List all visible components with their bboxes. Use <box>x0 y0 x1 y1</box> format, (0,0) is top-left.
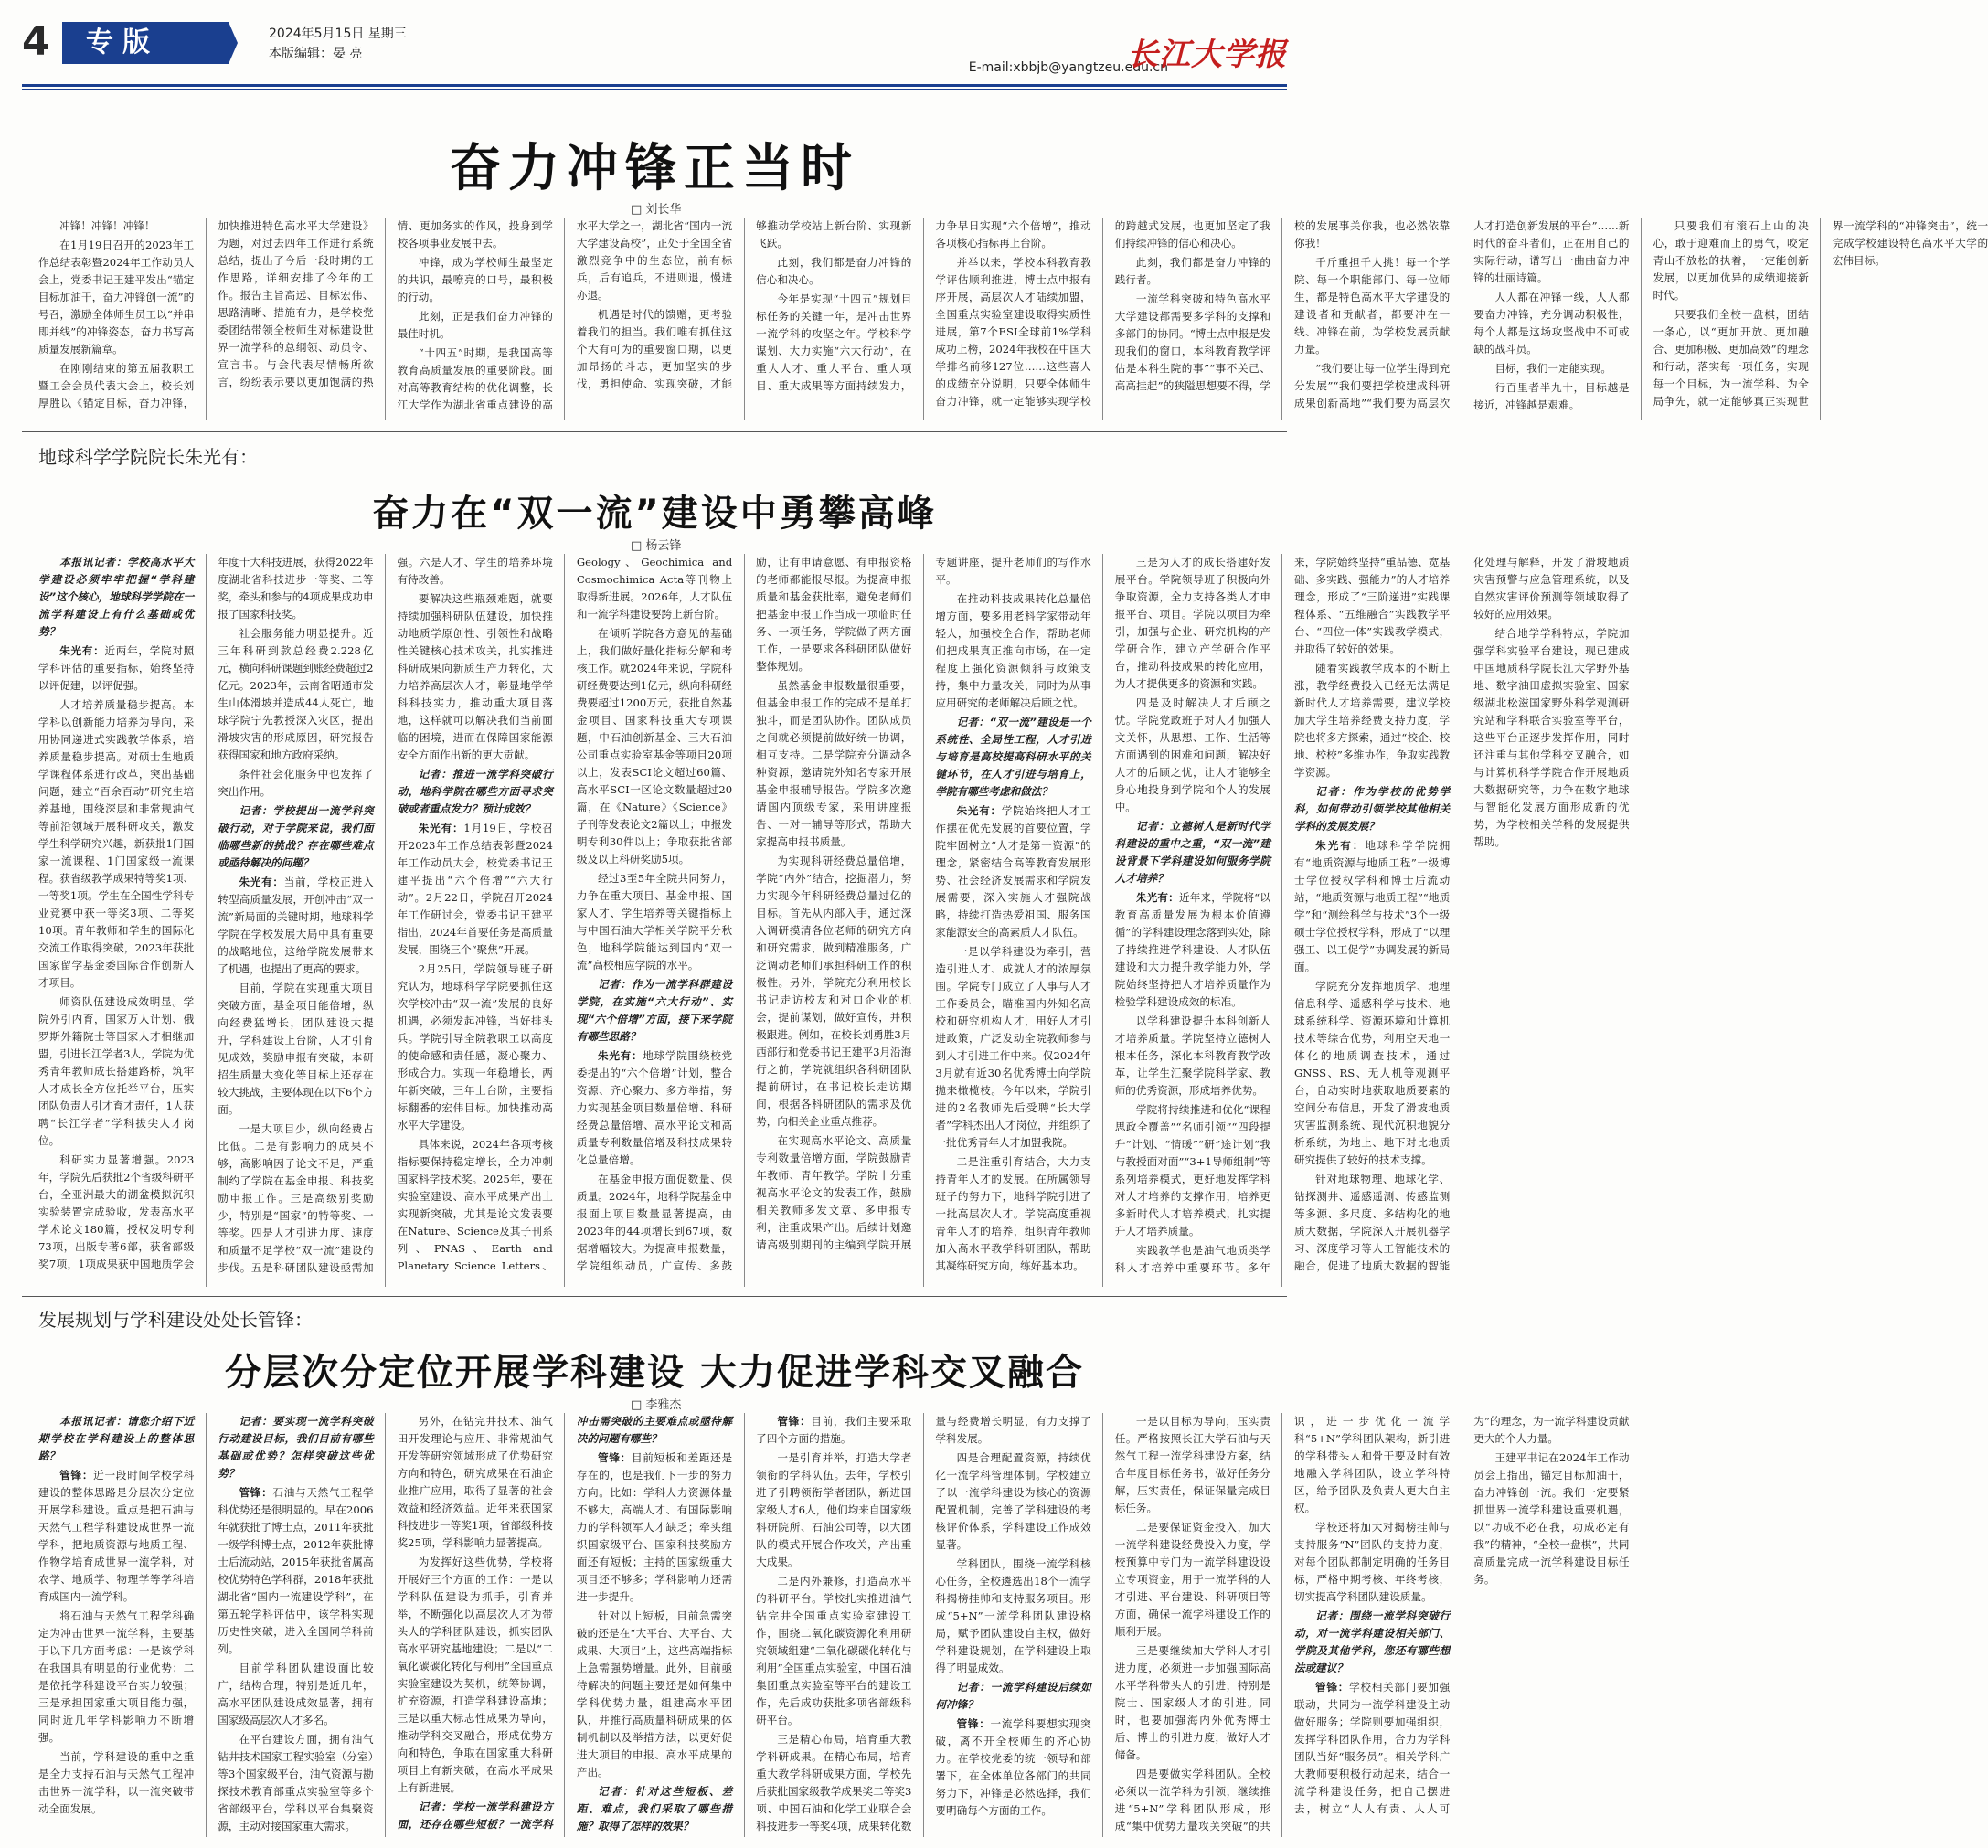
paragraph-text: 一流学科要想实现突破，离不开全校师生的齐心协力。在学校党委的统一领导和部署下，在全体单位各部门的共同努力下，冲锋是必然选择，我们要明确每个方面的工作。 <box>935 1717 1091 1817</box>
paragraph-text: 具体来说，2024年各项考核指标要保持稳定增长，全力冲刺国家科学技术奖。2025年，要在实验室建设、高水平成果产出上实现新突破，尤其是论文发表要在Nature、Science及其子刊系列、PNAS、Earth and Planetary Science Letters、Geology、Geochimica and Cosmochimica Acta等刊物上取得新进展。2026年，人才队伍和一流学科建设要跨上新台阶。 <box>397 556 733 1272</box>
paragraph-text: 王建平书记在2024年工作动员会上指出，锚定目标加油干，奋力冲锋创一流。我们一定要紧抓世界一流学科建设重要机遇，以“功成不必在我，功成必定有我”的精神，“全校一盘棋”，共同高质量完成一流学科建设目标任务。 <box>1473 1451 1630 1586</box>
article2-body <box>38 554 1630 1287</box>
paragraph-text: 结合地学学科特点，学院加强学科实验平台建设，现已建成中国地质科学院长江大学野外基地、数字油田虚拟实验室、国家级湖北松滋国家野外科学观测研究站和学科联合实验室等平台，这些平台正逐步发挥作用，同时还注重与其他学科交叉融合，如与计算机科学学院合作开展地质大数据研究等，力争在数字地球与智能化发展方面形成新的优势，为学校相关学科的发展提供帮助。 <box>1473 627 1630 848</box>
article3-body <box>38 1413 1630 1837</box>
publication-date: 2024年5月15日 星期三 <box>269 27 407 41</box>
paragraph-text: 围绕一流学科突破行动，对一流学科建设相关部门、学院及其他学科，您还有哪些想法或建议？ <box>1293 1609 1451 1674</box>
article2-paragraph <box>577 870 732 974</box>
paragraph-text: 三是为人才的成长搭建好发展平台。学院领导班子积极向外争取资源，全力支持各类人才申报平台、项目。学院以项目为牵引，加强与企业、研究机构的产学研合作，建立产学研合作平台，推动科技成果的转化应用，为人才提供更多的资源和实践。 <box>1114 556 1270 690</box>
article1-paragraph: 此刻，正是我们奋力冲锋的最佳时机。 <box>397 310 553 340</box>
speaker-label: 本报讯 <box>59 556 94 568</box>
speaker-label: 管锋： <box>777 1415 812 1428</box>
speaker-label: 管锋： <box>956 1717 991 1730</box>
page-editor: 本版编辑：晏 亮 <box>269 47 363 61</box>
article2-paragraph <box>577 1047 732 1169</box>
article2-paragraph <box>577 625 732 868</box>
article3-byline: □ 李雅杰 <box>631 1395 681 1412</box>
paragraph-text: 作为学校的优势学科，如何带动引领学校其他相关学科的发展发展？ <box>1293 785 1451 833</box>
speaker-label: 记者： <box>239 1415 273 1428</box>
article2-paragraph <box>218 874 373 978</box>
article3-paragraph <box>38 1413 194 1465</box>
speaker-label: 朱光有： <box>956 804 1002 817</box>
article3-paragraph <box>218 1484 373 1658</box>
article2-paragraph <box>1294 837 1450 976</box>
article2-paragraph <box>1115 1013 1270 1099</box>
page-number: 4 <box>22 18 50 65</box>
paragraph-text: 经过3至5年全院共同努力，力争在重大项目、基金申报、国家人才、学生培养等关键指标上与中国石油大学相关学院平分秋色，地科学院能达到国内“双一流”高校相应学院的水平。 <box>576 872 733 972</box>
paragraph-text: 学校相关部门要加强联动，共同为一流学科建设主动做好服务；学院则要加强组织，发挥学科团队作用，合力为学科团队当好“服务员”。相关学科广大教师要积极行动起来，结合一流学科建设任务，把自己摆进去，树立“人人有责、人人可为”的理念，为一流学科建设贡献更大的个人力量。 <box>1293 1415 1630 1815</box>
speaker-label: 记者： <box>598 978 632 991</box>
article3-paragraph <box>756 1450 911 1571</box>
article1-paragraph: 人人都在冲锋一线，人人都要奋力冲锋，充分调动积极性，每个人都是这场攻坚战中不可或缺的战斗员。 <box>1473 291 1630 356</box>
paragraph-text: 一是以学科建设为牵引，营造引进人才、成就人才的浓厚氛围。学院专门成立了人事与人才工作委员会，瞄准国内外知名高校和研究机构人才，用好人才引进政策，广泛发动全院教师参与到人才引进工作中来。仅2024年3月就有近30名优秀博士向学院抛来橄榄枝。今年以来，学院引进的2名教师先后受聘“长大学者”学科杰出人才岗位，并组织了一批优秀青年人才加盟我院。 <box>935 945 1091 1149</box>
paragraph-text: 学科团队，围绕一流学科核心任务，全校遴选出18个一流学科揭榜挂帅和支持服务项目。形成“5+N”一流学科团队建设格局，赋予团队建设自主权，做好学科建设规划，在学科建设上取得了明显成效。 <box>935 1557 1091 1674</box>
speaker-label: 朱光有： <box>1135 891 1179 904</box>
article1-paragraph: 此刻，我们都是奋力冲锋的信心和决心。 <box>756 256 912 286</box>
paragraph-text: 二是注重引育结合，大力支持青年人才的发展。在所属领导班子的努力下，地科学院引进了一批高层次人才。学院高度重视青年人才的培养，组织青年教师加入高水平教学科研团队，帮助其凝练研究方向，练好基本功。 <box>935 1155 1091 1272</box>
paragraph-text: 人才培养质量稳步提高。本学科以创新能力培养为导向，采用协同递进式实践教学体系，培养质量稳步提高。对硕士生地质学课程体系进行改革，突出基础问题，建立“百余百动”研究生培养基地，围绕深层和非常规油气等前沿领域开展科研攻关，激发学生科学研究兴趣，新获批1门国家一流课程、1门国家级一流课程。获省级教学成果特等奖1项、一等奖1项。学生在全国性学科专业竞赛中获一等奖3项、二等奖10项。青年教师和学生的国际化交流工作取得突破，2023年获批国家留学基金委国际合作创新人才项目。 <box>38 698 195 989</box>
paragraph-text: 目前短板和差距还是存在的，也是我们下一步的努力方向。比如：学科人力资源体量不够大，高端人才、有国际影响力的学科领军人才缺乏；牵头组织国家级平台、国家科技奖励方面还有短板；主持的国家级重大项目还不够多；学科影响力还需进一步提升。 <box>576 1451 733 1603</box>
speaker-label: 朱光有： <box>59 644 105 657</box>
article1-paragraph: “我们要让每一位学生得到充分发展”“我们要把学校建成科研成果创新高地”“我们要为高层次人才打造创新发展的平台”……新时代的奋斗者们，正在用自己的实际行动，谱写出一曲曲奋力冲锋的壮丽诗篇。 <box>1293 219 1630 409</box>
article1-byline: □ 刘长华 <box>631 199 681 217</box>
article3-paragraph <box>1115 1519 1270 1641</box>
paragraph-text: 针对这些短板、差距、难点，我们采取了哪些措施？取得了怎样的效果？ <box>576 1785 733 1832</box>
article2-paragraph <box>1115 818 1270 887</box>
article3-paragraph <box>218 1731 373 1835</box>
paragraph-text: 当前，学校正进入转型高质量发展，开创冲击“双一流”新局面的关键时期，地球科学学院在学校发展大局中具有重要的战略地位，这给学院发展带来了机遇，也提出了更高的要求。 <box>218 876 374 975</box>
article3-paragraph <box>756 1413 911 1448</box>
paragraph-text: 一是大项目少，纵向经费占比低。二是有影响力的成果不够，高影响因子论文不足，严重制约了学院在基金申报、科技奖励申报工作。三是高级别奖励少，特别是“国家”的特等奖、一等奖。四是人才引进力度、速度和质量不足学校“双一流”建设的步伐。五是科研团队建设亟需加强。六是人才、学生的培养环境有待改善。 <box>218 556 553 1274</box>
article1-paragraph: 只要我们全校一盘棋，团结一条心，以“更加开放、更加融合、更加积极、更加高效”的理念和行动，落实每一项任务，实现每一个目标，为一流学科、为全局争先，就一定能够真正实现世界一流学科的“冲锋突击”，统一完成学校建设特色高水平大学的宏伟目标。 <box>1653 219 1988 408</box>
paragraph-text: 在基金申报方面促数量、保质量。2024年，地科学院基金申报面上项目数量显著提高，由2023年的44项增长到67项，数据增幅较大。为提高申报数量，学院组织动员，广宣传、多鼓励，让有申请意愿、有申报资格的老师都能报尽报。为提高申报质量和基金获批率，避免老师们把基金申报工作当成一项临时任务、一项任务，学院做了两方面工作，一是要求各科研团队做好整体规划。 <box>576 556 912 1272</box>
article1-paragraph: 目标，我们一定能实现。 <box>1494 362 1611 375</box>
masthead-rule-thin <box>22 89 1287 90</box>
paragraph-text: 作为一流学科群建设学院，在实施“六大行动”、实现“六个倍增”方面，接下来学院有哪些思路？ <box>576 978 733 1043</box>
article1-paragraph: 此刻，我们都是奋力冲锋的践行者。 <box>1114 256 1270 286</box>
paragraph-text: 近一段时间学校学科建设的整体思路是分层次分定位开展学科建设。重点是把石油与天然气工程学科建设成世界一流学科，把地质资源与地质工程、作物学培育成世界一流学科，对农学、地质学、物理学等学科培育成国内一流学科。 <box>38 1469 195 1603</box>
paragraph-text: 1月19日，学校召开2023年工作总结表彰暨2024年工作动员大会，校党委书记王建平提出“六个倍增”“六大行动”。2月22日，学院召开2024年工作研讨会，党委书记王建平指出，2024年首要任务是高质量发展，围绕三个“聚焦”开展。 <box>397 822 553 956</box>
article3-paragraph <box>38 1467 194 1606</box>
article3-paragraph <box>935 1556 1090 1677</box>
speaker-label: 记者： <box>1135 820 1170 833</box>
article3-paragraph <box>577 1450 732 1606</box>
speaker-label: 记者： <box>418 1800 452 1813</box>
article2-paragraph <box>218 766 373 801</box>
paragraph-text: 近年来，学院将“以教育高质量发展为根本价值遵循”的学科建设理念落到实处，除了持续推进学科建设、人才队伍建设和大力提升教学能力外，学院始终坚持把人才培养质量作为检验学科建设成效的标准。 <box>1114 891 1270 1008</box>
article2-paragraph <box>398 961 553 1134</box>
article2-paragraph <box>577 976 732 1046</box>
article1-paragraph: 千斤重担千人挑！每一个学院、每一个职能部门、每一位师生，都是特色高水平大学建设的建设者和贡献者，都要冲在一线、冲锋在前，为学校发展贡献力量。 <box>1293 256 1451 356</box>
masthead-rule <box>22 84 1287 87</box>
article1-paragraph: 并举以来，学校本科教育教学评估顺利推进，博士点申报有序开展，高层次人才陆续加盟，全国重点实验室建设取得实质性进展，第7个ESI全球前1%学科成功上榜，2024年我校在中国大学排名前移127位……这些喜人的成绩充分说明，只要全体师生奋力冲锋，就一定能够实现学校的跨越式发展，也更加坚定了我们持续冲锋的信心和决心。 <box>935 219 1270 408</box>
paragraph-text: 四是及时解决人才后顾之忧。学院党政班子对人才加强人文关怀，从思想、工作、生活等方面遇到的困难和问题，解决好人才的后顾之忧，让人才能够全身心地投身到学院和个人的发展中。 <box>1114 696 1270 813</box>
speaker-label: 记者： <box>956 716 990 728</box>
paragraph-text: “双一流”建设是一个系统性、全局性工程，人才引进与培育是高校提高科研水平的关键环节，在人才引进与培育上，学院有哪些考虑和做法？ <box>935 716 1091 798</box>
article2-paragraph <box>1115 695 1270 816</box>
article1-title: 奋力冲锋正当时 <box>450 139 859 198</box>
article2-paragraph <box>1115 889 1270 1011</box>
article3-paragraph <box>577 1783 732 1835</box>
article3-paragraph <box>577 1608 732 1781</box>
article3-paragraph <box>218 1660 373 1729</box>
speaker-label: 记者： <box>1315 1609 1350 1622</box>
article2-paragraph <box>1294 660 1450 781</box>
article2-paragraph <box>756 853 911 1131</box>
article2-paragraph <box>1115 1101 1270 1240</box>
article2-paragraph <box>38 993 194 1150</box>
paragraph-text: 科研实力显著增强。2023年，学院先后获批2个省级科研平台，全亚洲最大的湖盆模拟沉积实验装置完成验收，发表高水平学术论文180篇，授权发明专利73项，出版专著6部，获省部级奖7项，1项成果获中国地质学会年度十大科技进展，获得2022年度湖北省科技进步一等奖、二等奖，牵头和参与的4项成果成功申报了国家科技奖。 <box>38 556 374 1270</box>
paragraph-text: 一是以目标为导向，压实责任。严格按照长江大学石油与天然气工程一流学科建设方案，结合年度目标任务书，做好任务分解，压实责任，保证保量完成目标任务。 <box>1114 1415 1270 1514</box>
speaker-label: 朱光有： <box>418 822 464 834</box>
article1-paragraph: “十四五”时期，是我国高等教育高质量发展的重要阶段。面对高等教育结构的优化调整，长江大学作为湖北省重点建设的高水平大学之一，湖北省“国内一流大学建设高校”，正处于全国全省激烈竞争中的生态位，前有标兵，后有追兵，不进则退，慢进亦退。 <box>397 219 733 411</box>
article3-paragraph <box>1115 1413 1270 1517</box>
paragraph-text: 在推动科技成果转化总量倍增方面，要多用老科学家带动年轻人，加强校企合作，帮助老师们把成果真正推向市场，在一定程度上强化资源倾斜与政策支持，集中力量攻关，同时为从事应用研究的老师解决后顾之忧。 <box>935 592 1091 709</box>
article1-paragraph: 机遇是时代的馈赠，更考验着我们的担当。我们唯有抓住这个大有可为的重要窗口期，以更加昂扬的斗志，更加坚实的步伐，勇担使命、实现突破，才能够推动学校站上新台阶、实现新飞跃。 <box>576 219 912 390</box>
paragraph-text: 以学科建设提升本科创新人才培养质量。学院坚持立德树人根本任务，深化本科教育教学改革，让学生汇聚学院科学家、教师的优秀资源，形成培养优势。 <box>1114 1014 1270 1097</box>
article3-paragraph <box>935 1450 1090 1554</box>
article3-paragraph <box>1294 1519 1450 1606</box>
article2-paragraph <box>1294 783 1450 835</box>
paragraph-text: 目前学科团队建设面比较广，结构合理，特别是近几年，高水平团队建设成效显著，拥有国家级高层次人才多名。 <box>218 1662 374 1726</box>
section-divider <box>22 1296 1287 1297</box>
article1-body <box>38 218 1988 420</box>
paragraph-text: 为发挥好这些优势，学校将开展好三个方面的工作：一是以学科队伍建设为抓手，引育并举，不断强化以高层次人才为带头人的学科团队建设，抓实团队高水平研究基地建设；二是以“二氧化碳碳化转化与利用”全国重点实验室建设为契机，统筹协调，扩充资源，打造学科建设高地；三是以重大标志性成果为导向，推动学科交叉融合，形成优势方向和特色，争取在国家重大科研项目上有新突破，在高水平成果上有新进展。 <box>397 1556 553 1794</box>
article3-paragraph <box>1473 1450 1629 1588</box>
paragraph-text: 学院将持续推进和优化“课程思政全覆盖”“名师引领”“四段提升”计划、“情暖”“研”途计划“我与教授面对面”“3+1导师组制”等系列培养模式，更好地发挥学科对人才培养的支撑作用，培养更多新时代人才培养模式，扎实提升人才培养质量。 <box>1114 1103 1270 1237</box>
article3-paragraph <box>38 1608 194 1747</box>
article3-paragraph <box>935 1715 1090 1820</box>
article2-paragraph <box>1294 978 1450 1169</box>
paragraph-text: 要实现一流学科突破行动建设目标，我们目前有哪些基础或优势？怎样突破这些优势？ <box>218 1415 374 1480</box>
paragraph-text: 将石油与天然气工程学科确定为冲击世界一流学科，主要基于以下几方面考虑：一是该学科在我国具有明显的行业优势；二是依托学科建设平台实力较强；三是承担国家重大项目能力强，同时近几年学科影响力不断增强。 <box>38 1609 195 1744</box>
section-divider <box>22 431 1287 432</box>
paragraph-text: 当前，学科建设的重中之重是全力支持石油与天然气工程冲击世界一流学科，以一流突破带动全面发展。 <box>38 1750 195 1815</box>
article2-paragraph <box>398 820 553 959</box>
speaker-label: 记者： <box>418 768 452 781</box>
masthead <box>22 13 1287 82</box>
paragraph-text: 要解决这些瓶颈难题，就要持续加强科研队伍建设，加快推动地质学原创性、引领性和战略性关键核心技术攻关，扎实推进科研成果向新质生产力转化，大力培养高层次人才，彰显地学学科科技实力，推动重大项目落地，这样就可以解决我们当前面临的困境，进而在保障国家能源安全方面作出新的更大贡献。 <box>397 592 553 761</box>
paragraph-text: 推进一流学科突破行动，地科学院在哪些方面寻求突破或者重点发力？预计成效？ <box>397 768 553 815</box>
paragraph-text: 实践教学也是油气地质类学科人才培养中重要环节。多年来，学院始终坚持“重品德、宽基础、多实践、强能力”的人才培养理念，形成了“三阶递进”实践课程体系、“五维融合”实践教学平台、“四位一体”实践教学模式，并取得了较好的效果。 <box>1114 556 1451 1274</box>
article3-paragraph <box>398 1554 553 1797</box>
article1-paragraph: 今年是实现“十四五”规划目标任务的关键一年，是冲击世界一流学科的攻坚之年。学校科学谋划、大力实施“六大行动”，在重大人才、重大平台、重大项目、重大成果等方面持续发力，力争早日实现“六个倍增”，推动各项核心指标再上台阶。 <box>756 219 1091 392</box>
article2-paragraph <box>935 1153 1090 1275</box>
speaker-label: 管锋： <box>1315 1681 1350 1694</box>
article2-byline: □ 杨云锋 <box>631 536 681 553</box>
paragraph-text: 近两年，学院对照学科评估的重要指标，始终坚持以评促建，以评促强。 <box>38 644 195 692</box>
paragraph-text: 虽然基金申报数量很重要，但基金申报工作的完成不是单打独斗，而是团队协作。团队成员之间就必须提前做好统一协调，相互支持。二是学院充分调动各种资源，邀请院外知名专家开展基金申报辅导报告。学院多次邀请国内顶级专家，采用讲座报告、一对一辅导等形式，帮助大家提高申报书质量。 <box>756 679 912 848</box>
article2-paragraph <box>218 980 373 1119</box>
article3-paragraph <box>1115 1642 1270 1764</box>
speaker-label: 记者： <box>598 1785 635 1798</box>
paragraph-text: 学院充分发挥地质学、地理信息科学、遥感科学与技术、地球系统科学、资源环境和计算机技术等综合优势，利用空天地一体化的地质调查技术，通过GNSS、RS、无人机等观测平台，自动实时地获取地质要素的空间分布信息，开发了滑坡地质灾害监测系统、现代沉积地貌分析系统，为地上、地下对比地质研究提供了较好的技术支撑。 <box>1293 980 1451 1166</box>
article3-title: 分层次分定位开展学科建设 大力促进学科交叉融合 <box>225 1352 1084 1394</box>
article2-paragraph <box>398 590 553 764</box>
newspaper-logo: 长江大学报 <box>1127 37 1287 73</box>
paragraph-text: 另外，在钻完井技术、油气田开发理论与应用、非常规油气开发等研究领域形成了优势研究方向和特色，研究成果在石油企业推广应用，取得了显著的社会效益和经济效益。近年来获国家科技进步一等奖1项，省部级科技奖25项，学科影响力显著提高。 <box>397 1415 553 1549</box>
article2-title: 奋力在“双一流”建设中勇攀高峰 <box>372 493 937 535</box>
article2-paragraph <box>935 943 1090 1152</box>
speaker-label: 管锋： <box>598 1451 632 1464</box>
paragraph-text: 在平台建设方面，拥有油气钻井技术国家工程实验室（分室）等3个国家级平台，油气资源与勘探技术教育部重点实验室等多个省部级平台，学科以平台集聚资源，主动对接国家重大需求。 <box>218 1733 374 1832</box>
paragraph-text: 三是要继续加大学科人才引进力度，必须进一步加强国际高水平学科带头人的引进，特别是院士、国家级人才的引进。同时，也要加强海内外优秀博士后、博士的引进力度，做好人才储备。 <box>1114 1644 1270 1761</box>
paragraph-text: 四是要做实学科团队。全校必须以一流学科为引领，继续推进“5+N”学科团队形成，形成“集中优势力量攻关突破”的共识，进一步优化一流学科“5+N”学科团队架构，新引进的学科带头人和骨干要及时有效地融入学科团队，设立学科特区，给予团队及负责人更大自主权。 <box>1114 1415 1451 1832</box>
paragraph-text: 为实现科研经费总量倍增，学院“内外”结合，挖掘潜力，努力实现今年科研经费总量过亿的目标。首先从内部入手，通过深入调研摸清各位老师的研究方向和研究需求，做到精准服务，广泛调动老师们承担科研工作的积极性。另外，学院充分利用校长书记走访校友和对口企业的机会，提前谋划，做好宣传，并积极跟进。例如，在校长刘勇胜3月西部行和党委书记王建平3月沿海行之前，学院就组织各科研团队提前研讨，在书记校长走访期间，根据各科研团队的需求及优势，向相关企业重点推荐。 <box>756 855 912 1128</box>
article3-paragraph <box>935 1679 1090 1714</box>
paragraph-text: 师资队伍建设成效明显。学院外引内育，国家万人计划、俄罗斯外籍院士等国家人才相继加盟，引进长江学者3人，学院为优秀青年教师成长搭建路桥，筑牢人才成长全方位托举平台，压实团队负责人引才育才责任，1人获聘“长江学者”学科拔尖人才岗位。 <box>38 995 195 1147</box>
paragraph-text: 条件社会化服务中也发挥了突出作用。 <box>218 768 374 798</box>
paragraph-text: 立德树人是新时代学科建设的重中之重，“双一流”建设背景下学科建设如何服务学院人才培养？ <box>1114 820 1270 885</box>
article3-paragraph <box>218 1413 373 1482</box>
paragraph-text: 一流学科建设后续如何冲锋？ <box>935 1681 1091 1711</box>
contact-email: E-mail:xbbjb@yangtzeu.edu.cn <box>968 60 1168 75</box>
speaker-label: 记者： <box>239 804 273 817</box>
paragraph-text: 随着实践教学成本的不断上涨，教学经费投入已经无法满足新时代人才培养需要，建议学校加大学生培养经费支持力度，学院也将多方探索，通过“校企、校地、校校”多维协作，争取实践教学资源。 <box>1293 662 1451 779</box>
article1-paragraph: 在1月19日召开的2023年工作总结表彰暨2024年工作动员大会上，党委书记王建平发出“锚定目标加油干，奋力冲锋创一流”的号召，激励全体师生员工以“并串即并线”的冲锋姿态，奋力书写高质量发展新篇章。 <box>38 239 195 356</box>
paragraph-text: 目前，我们主要采取了四个方面的措施。 <box>756 1415 912 1445</box>
speaker-label: 管锋： <box>59 1469 94 1482</box>
paragraph-text: 2月25日，学院领导班子研究认为，地球科学学院要抓住这次学校冲击“双一流”发展的良好机遇，必须发起冲锋，当好排头兵。学院引导全院教职工以高度的使命感和责任感，凝心聚力、形成合力。实现一年稳增长，两年新突破，三年上台阶，主要指标翻番的宏伟目标。加快推动高水平大学建设。 <box>397 962 553 1131</box>
article2-paragraph <box>1473 625 1629 851</box>
paragraph-text: 记者：请您介绍下近期学校在学科建设上的整体思路？ <box>38 1415 195 1462</box>
paragraph-text: 地球科学学院拥有“地质资源与地质工程”一级博士学位授权学科和博士后流动站，“地质资源与地质工程”“地质学”和“测绘科学与技术”3个一级硕士学位授权学科，形成了“以理强工、以工促学”协调发展的新局面。 <box>1293 839 1451 973</box>
article1-paragraph: 行百里者半九十，目标越是接近，冲锋越是艰难。 <box>1473 381 1630 411</box>
paragraph-text: 石油与天然气工程学科优势还是很明显的。早在2006年就获批了博士点，2011年获批一级学科博士点，2012年获批博士后流动站，2015年获批省属高校优势特色学科群，2018年获批湖北省“国内一流建设学科”，在第五轮学科评估中，该学科实现历史性突破，进入全国同学科前列。 <box>218 1486 374 1655</box>
article1-paragraph: 冲锋！冲锋！冲锋！ <box>59 219 155 232</box>
article3-paragraph <box>756 1573 911 1729</box>
speaker-label: 朱光有： <box>1315 839 1366 852</box>
paragraph-text: 学校提出一流学科突破行动，对于学院来说，我们面临哪些新的挑战？存在哪些难点或亟待解决的问题？ <box>218 804 374 869</box>
paragraph-text: 一是引育并举，打造大学者领衔的学科队伍。去年，学校引进了引聘领衔学者团队，新进国家级人才6人，他们均来自国家级科研院所、石油公司等，以大团队的模式开展合作攻关，产出重大成果。 <box>756 1451 912 1568</box>
article2-paragraph <box>38 643 194 695</box>
article2-paragraph <box>756 677 911 851</box>
article2-paragraph <box>398 766 553 818</box>
article2-paragraph <box>38 554 194 641</box>
paragraph-text: 二是内外兼修，打造高水平的科研平台。学校扎实推进油气钻完井全国重点实验室建设工作，围绕二氧化碳资源化利用研究领域组建“二氧化碳碳化转化与利用”全国重点实验室，中国石油集团重点实验室等平台的建设工作，先后成功获批多项省部级科研平台。 <box>756 1575 912 1726</box>
article2-paragraph <box>935 802 1090 941</box>
paragraph-text: 目前，学院在实现重大项目突破方面，基金项目能倍增，纵向经费猛增长，团队建设大提升，学科建设上台阶，人才引育见成效，奖励申报有突破，本研招生质量大变化等目标上还存在较大挑战，主要体现在以下6个方面。 <box>218 982 374 1116</box>
paragraph-text: 在倾听学院各方意见的基础上，我们做好量化指标分解和考核工作。就2024年来说，学院科研经费要达到1亿元，纵向科研经费要超过1200万元，获批自然基金项目、国家科技重大专项课题，中石油创新基金、三大石油公司重点实验室基金等项目20项以上，发表SCI论文超过60篇、高水平SCI一区论文数量超过20篇，在《Nature》《Science》子刊等发表论文2篇以上；申报发明专利30件以上；争取获批省部级及以上科研奖励5项。 <box>576 627 733 866</box>
article3-paragraph <box>1294 1608 1450 1677</box>
article3-paragraph <box>38 1748 194 1818</box>
paragraph-text: 地球学院围绕校党委提出的“六个倍增”计划，整合资源、齐心聚力、多方举措，努力实现基金项目数量倍增、科研经费总量倍增、高水平论文和高质量专利数量倍增及科技成果转化总量倍增。 <box>576 1049 733 1166</box>
section-label: 专版 <box>62 22 229 64</box>
article1-paragraph: 只要我们有滚石上山的决心，敢于迎难而上的勇气，咬定青山不放松的执着，一定能创新发展，以更加优异的成绩迎接新时代。 <box>1653 219 1809 302</box>
article2-kicker: 地球科学学院院长朱光有： <box>38 446 258 468</box>
paragraph-text: 学校还将加大对揭榜挂帅与支持服务“N”团队的支持力度，对每个团队都制定明确的任务目标，严格中期考核、年终考核，切实提高学科团队建设质量。 <box>1293 1521 1451 1603</box>
article2-paragraph <box>935 714 1090 801</box>
article1-paragraph: 冲锋，成为学校师生最坚定的共识，最嘹亮的口号，最积极的行动。 <box>397 256 553 303</box>
paragraph-text: 二是要保证资金投入，加大一流学科建设经费投入力度，学校预算中专门为一流学科建设设立专项资金，用于一流学科的人才引进、平台建设、科研项目等方面，确保一流学科建设工作的顺利开展。 <box>1114 1521 1270 1638</box>
article1-paragraph: 一流学科突破和特色高水平大学建设都需要多学科的支撑和多部门的协同。“博士点申报是发现我们的窗口，本科教育教学评估是本科生院的事”“事不关己、高高挂起”的狭隘思想要不得，学校的发展事关你我，也必然依靠你我！ <box>1114 219 1451 392</box>
paragraph-text: 记者：学校高水平大学建设必须牢牢把握“学科建设”这个核心，地球科学学院在一流学科建设上有什么基础或优势？ <box>38 556 195 638</box>
speaker-label: 记者： <box>956 1681 991 1694</box>
paragraph-text: 三是精心布局，培育重大教学科研成果。在精心布局，培育重大教学科研成果方面，学校先后获批国家级教学成果奖二等奖3项、中国石油和化学工业联合会科技进步一等奖4项，成果转化数量与经费增长明显，有力支撑了学科发展。 <box>756 1415 1091 1832</box>
article3-paragraph <box>398 1413 553 1552</box>
paragraph-text: 学院始终把人才工作摆在优先发展的首要位置，学院牢固树立“人才是第一资源”的理念，紧密结合高等教育发展形势、社会经济发展需求和学院发展需要，深入实施人才强院战略，持续打造热爱祖国、服务国家能源安全的高素质人才队伍。 <box>935 804 1091 939</box>
paragraph-text: 学校一流学科建设方面，还存在哪些短板？一流学科冲击需突破的主要难点或亟待解决的问题有哪些？ <box>397 1415 733 1831</box>
speaker-label: 朱光有： <box>239 876 284 888</box>
paragraph-text: 针对地球物理、地球化学、钻探测井、遥感遥测、传感监测等多源、多尺度、多结构化的地质大数据，学院深入开展机器学习、深度学习等人工智能技术的融合，促进了地质大数据的智能化处理与解释，开发了滑坡地质灾害预警与应急管理系统，以及自然灾害评价预测等领域取得了较好的应用效果。 <box>1293 556 1630 1272</box>
speaker-label: 本报讯 <box>59 1415 94 1428</box>
article1-paragraph: 在刚刚结束的第五届教职工暨工会会员代表大会上，校长刘厚胜以《锚定目标，奋力冲锋，加快推进特色高水平大学建设》为题，对过去四年工作进行系统总结，提出了今后一段时期的工作思路，详细安排了今年的工作。报告主旨高远、目标宏伟、思路清晰、措施有力，是学校党委团结带领全校师生对标建设世界一流学科的总纲领、动员令、宣言书。与会代表尽情畅所欲言，纷纷表示要以更加饱满的热情、更加务实的作风，投身到学校各项事业发展中去。 <box>38 219 553 409</box>
article2-paragraph <box>218 802 373 872</box>
article2-paragraph <box>38 696 194 992</box>
article2-paragraph <box>1115 554 1270 693</box>
speaker-label: 记者： <box>1315 785 1353 798</box>
paragraph-text: 社会服务能力明显提升。近三年科研到款总经费2.228亿元，横向科研课题到账经费超过2亿元。2023年，云南省昭通市发生山体滑坡并造成44人死亡，地球学院宁先教授深入灾区，提出滑坡灾害的形成原因，研究报告获得国家和地方政府采纳。 <box>218 627 374 761</box>
article2-paragraph <box>218 625 373 764</box>
paragraph-text: 针对以上短板，目前急需突破的还是在“大平台、大平台、大成果、大项目”上，这些高端指标上急需强势增量。此外，目前亟待解决的问题主要还是如何集中学科优势力量，组建高水平团队，并推行高质量科研成果的体制机制以及举措方法，以更好促进大项目的申报、高水平成果的产出。 <box>576 1609 733 1779</box>
article2-paragraph <box>935 590 1090 712</box>
paragraph-text: 四是合理配置资源，持续优化一流学科管理体制。学校建立了以一流学科建设为核心的资源配置机制，完善了学科建设的考核评价体系，学科建设工作成效显著。 <box>935 1451 1091 1551</box>
paragraph-text: 在实现高水平论文、高质量专利数量倍增方面，学院鼓励青年教师、青年教学。学院十分重视高水平论文的发表工作，鼓励相关教师多发文章、多申报专利，注重成果产出。后续计划邀请高级别期刊的主编到学院开展专题讲座，提升老师们的写作水平。 <box>756 556 1091 1251</box>
speaker-label: 管锋： <box>239 1486 273 1499</box>
speaker-label: 朱光有： <box>598 1049 643 1062</box>
article3-kicker: 发展规划与学科建设处处长管锋： <box>38 1309 313 1331</box>
